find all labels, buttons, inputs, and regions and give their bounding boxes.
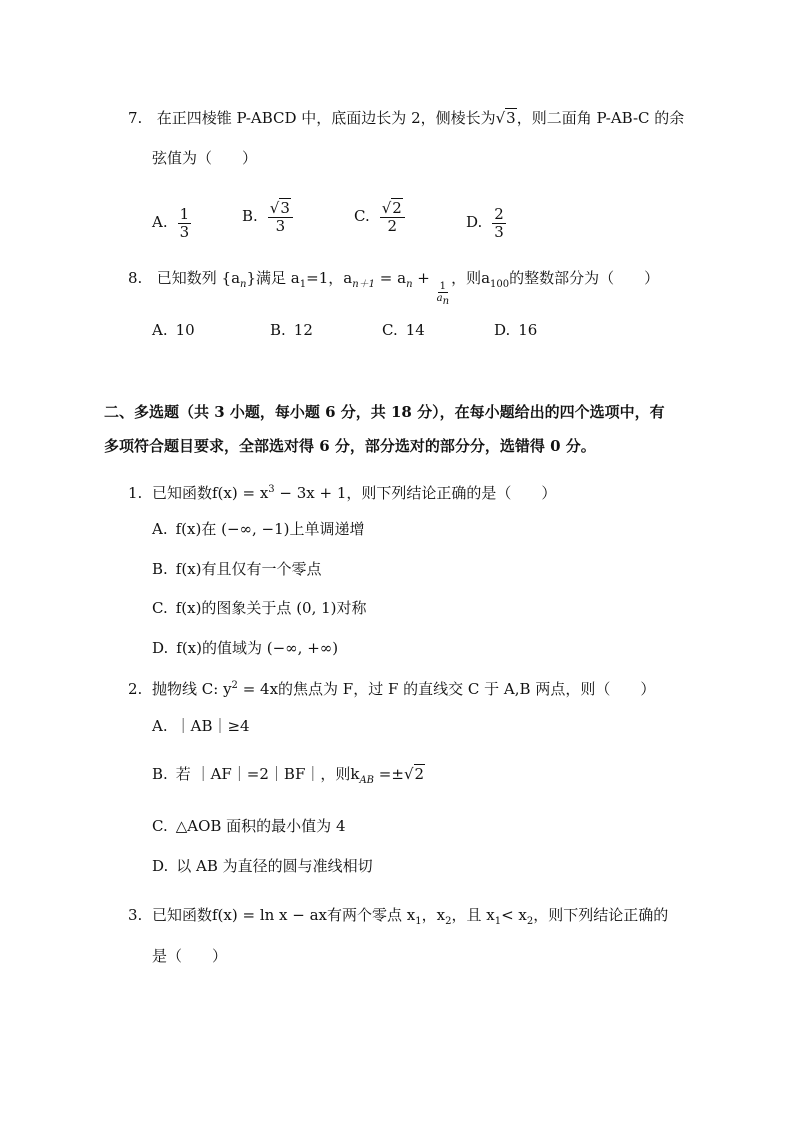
m1-option-a[interactable]: A. f(x)在 (−∞, −1)上单调递增 xyxy=(152,520,365,538)
m2-option-c[interactable]: C. △AOB 面积的最小值为 4 xyxy=(152,817,346,835)
q7-option-d[interactable]: D. $\frac{2}{3}$ xyxy=(466,205,504,241)
section2-heading: 二、多选题（共 3 小题，每小题 6 分，共 18 分），在每小题给出的四个选项中，有 多项符合题目要求，全部选对得 6 分，部分选对的部分分，选错得 0 分。 xyxy=(104,403,665,455)
q7-number: 7. xyxy=(128,109,143,127)
q7-line2: 弦值为（ ） xyxy=(152,149,258,167)
q7-option-c[interactable]: C. $\frac{√2}{2}$ xyxy=(354,200,407,234)
q7-line1 xyxy=(128,108,684,128)
m3-line1: 3. 已知函数f(x) = ln x − ax有两个零点 $x_1$，$x_2$，且 $x_1< x_2$，则下列结论正确的 xyxy=(128,906,669,927)
m2-option-a[interactable]: A. ｜AB｜≥4 xyxy=(152,717,250,735)
q7-text-a: 在正四棱锥 P-ABCD 中，底面边长为 2，侧棱长为 xyxy=(156,109,496,127)
m2-option-b[interactable]: B. 若 ｜AF｜=2｜BF｜，则$k_{AB} =\pm√2$ xyxy=(152,765,425,786)
q7-sqrt: √3 xyxy=(495,109,516,127)
m2-option-d[interactable]: D. 以 AB 为直径的圆与准线相切 xyxy=(152,857,373,875)
m2-line: 2. 抛物线 C: $y^2 = 4x$的焦点为 F，过 F 的直线交 C 于 A,B 两点，则（ ） xyxy=(128,680,656,698)
m1-option-d[interactable]: D. f(x)的值域为 (−∞, +∞) xyxy=(152,639,339,657)
q8-option-d[interactable]: D. 16 xyxy=(494,321,538,339)
m1-line: 1. 已知函数$f(x) = x^3 - 3x + 1$，则下列结论正确的是（ ） xyxy=(128,484,557,502)
q7-text-b: ，则二面角 P-AB-C 的余 xyxy=(516,109,685,127)
q8-option-b[interactable]: B. 12 xyxy=(270,321,313,339)
m3-line2: 是（ ） xyxy=(152,947,228,965)
q8-number: 8. xyxy=(128,269,143,287)
q7-option-b[interactable]: B. $\frac{√3}{3}$ xyxy=(242,200,295,234)
q8-option-c[interactable]: C. 14 xyxy=(382,321,425,339)
m1-option-b[interactable]: B. f(x)有且仅有一个零点 xyxy=(152,560,322,578)
q8-line1: 8. 已知数列 $\{a_n\}$满足 $a_1=1$，$a_{n+1} = a_n$ + $\frac{1}{a_n}$ ，则$a_{100}$的整数部分为（ ） xyxy=(128,269,660,307)
q7-option-a[interactable]: A. $\frac{1}{3}$ xyxy=(152,205,190,241)
q8-option-a[interactable]: A. 10 xyxy=(152,321,195,339)
m1-option-c[interactable]: C. f(x)的图象关于点 (0, 1)对称 xyxy=(152,599,367,617)
